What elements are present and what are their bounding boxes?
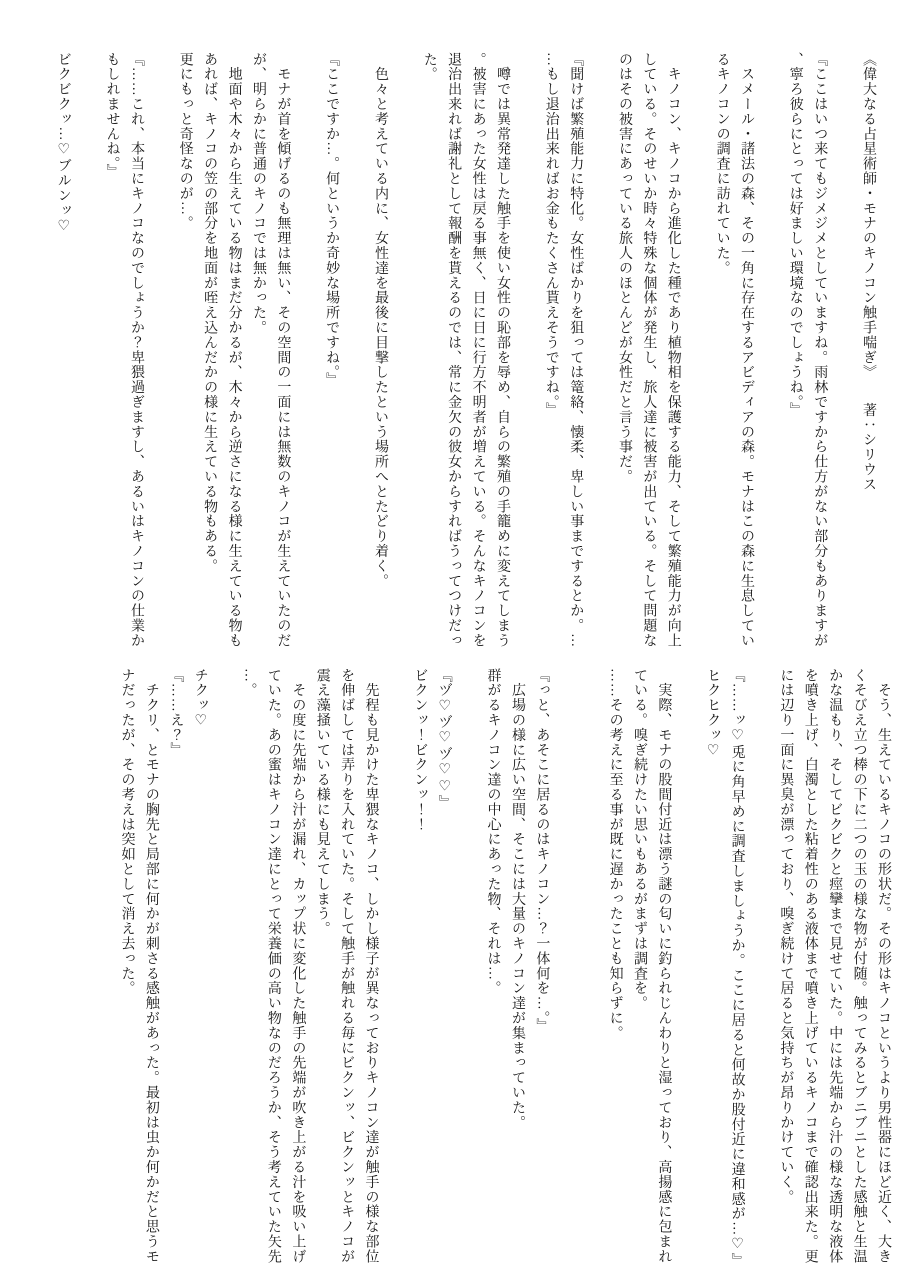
text-column: るキノコンの調査に訪れていた。: [714, 52, 730, 276]
text-column: 広場の様に広い空間、そこには大量のキノコン達が集まっていた。: [509, 668, 525, 1130]
text-column: 。被害にあった女性は戻る事無く、日に日に行方不明者が増えている。そんなキノコンを: [470, 52, 486, 648]
text-column: キノコン、キノコから進化した種であり植物相を保護する能力、そして繁殖能力が向上: [665, 52, 681, 648]
text-column: 噂では異常発達した触手を使い女性の恥部を辱め、自らの繁殖の手籠めに変えてしまう: [494, 52, 510, 648]
paragraph: [602, 668, 626, 1268]
paragraph: [114, 668, 163, 1268]
text-column: が、明らかに普通のキノコでは無かった。: [250, 52, 266, 336]
paragraph: [480, 668, 504, 1268]
text-column: 更にもっと奇怪なのが…。: [177, 52, 193, 231]
paragraph: [709, 52, 758, 652]
text-column: スメール・諸法の森、その一角に存在するアビディアの森。モナはこの森に生息してい: [739, 52, 754, 648]
paragraph: [319, 52, 343, 652]
paragraph: [529, 668, 553, 1268]
text-column: そう、生えているキノコの形状だ。その形はキノコというより男性器にほど近く、大き: [876, 668, 891, 1264]
paragraph: [246, 52, 295, 652]
text-column: 『っと、あそこに居るのはキノコン…？一体何を…。』: [534, 668, 550, 1034]
text-column: 『ここはいつ来てもジメジメとしていますね。雨林ですから仕方がない部分もありますが: [812, 52, 828, 648]
text-column: …。: [241, 668, 257, 698]
story-section-top: [50, 52, 880, 652]
text-column: ナだったが、その考えは突如として消え去った。: [119, 668, 135, 996]
paragraph: [407, 668, 431, 1268]
text-column: 『……これ、本当にキノコなのでしょうか？卑猥過ぎますし、あるいはキノコンの仕業か: [128, 52, 144, 648]
text-column: のはその被害にあっている旅人のほとんどが女性だと言う事だ。: [616, 52, 632, 485]
text-column: 『聞けば繁殖能力に特化。女性ばかりを狙っては篭絡、懐柔、卑しい事までするとか。…: [568, 52, 584, 648]
paragraph: [368, 52, 392, 652]
text-column: 震え藻掻いている様にも見えてしまう。: [314, 668, 330, 937]
text-column: を伸ばしては弄りを入れていた。そして触手が触れる毎にビクンッ、ビクンッとキノコが: [339, 668, 355, 1264]
text-column: 『……え？』: [168, 668, 184, 758]
text-column: …もし退治出来ればお金もたくさん貰えそうですね。』: [543, 52, 559, 418]
paragraph: [416, 52, 514, 652]
text-column: モナが首を傾げるのも無理は無い、その空間の一面には無数のキノコが生えていたのだ: [275, 52, 291, 648]
text-column: を噴き上げ、白濁とした粘着性のある液体まで噴き上げているキノコまで確認出来た。更: [802, 668, 818, 1264]
text-column: その度に先端から汁が漏れ、カップ状に変化した触手の先端が吹き上がる汁を吸い上げ: [290, 668, 306, 1264]
paragraph: [538, 52, 587, 652]
text-column: ビクビクッ…♡ブルンッ♡: [55, 52, 71, 235]
paragraph: [172, 52, 245, 652]
text-column: 、寧ろ彼らにとっては好ましい環境なのでしょうね。』: [787, 52, 803, 418]
text-column: 先程も見かけた卑猥なキノコ、しかし様子が異なっておりキノコン達が触手の様な部位: [363, 668, 379, 1264]
story-section-bottom: [114, 668, 895, 1268]
title-line: 《偉大なる占星術師・モナのキノコン触手喘ぎ》 著：シリウス: [861, 52, 876, 492]
text-column: もしれませんね。』: [104, 52, 120, 180]
text-column: ていた。あの蜜はキノコン達にとって栄養価の高い物なのだろうか、そう考えていた矢先: [265, 668, 281, 1264]
text-column: 色々と考えている内に、女性達を最後に目撃したという場所へとたどり着く。: [372, 52, 388, 589]
paragraph: [505, 668, 529, 1268]
text-column: 退治出来れば謝礼として報酬を貰えるのでは、常に金欠の彼女からすればうってつけだっ: [446, 52, 462, 648]
paragraph: [431, 668, 455, 1268]
text-column: くそびえ立つ棒の下に二つの玉の様な物が付随。触ってみるとブニブニとした感触と生温: [851, 668, 867, 1264]
text-column: している。そのせいか時々特殊な個体が発生し、旅人達に被害が出ている。そして問題な: [641, 52, 657, 648]
text-column: ビクンッ！ビクンッ！！: [412, 668, 428, 832]
text-column: ている。嗅ぎ続けたい思いもあるがまずは調査を。: [631, 668, 647, 1011]
text-column: 『ここですか…。何というか奇妙な場所ですね。』: [324, 52, 340, 388]
paragraph: [309, 668, 382, 1268]
text-column: ……その考えに至る事が既に遅かったことも知らずに。: [607, 668, 623, 1041]
text-column: には辺り一面に異臭が漂っており、嗅ぎ続けて居ると気持ちが昂りかけていく。: [778, 668, 794, 1205]
paragraph: [627, 668, 676, 1268]
text-column: た。: [421, 52, 437, 82]
text-column: チクリ、とモナの胸先と局部に何かが刺さる感触があった。最初は虫か何かだと思うモ: [143, 668, 159, 1264]
paragraph: [50, 52, 74, 652]
text-column: 地面や木々から生えている物はまだ分かるが、木々から逆さになる様に生えている物も: [226, 52, 242, 648]
text-column: かな温もり、そしてビクビクと痙攣まで見せていた。中には先端から汁の様な透明な液体: [827, 668, 843, 1264]
text-column: ヒクヒクッ♡: [705, 668, 721, 760]
paragraph: [99, 52, 148, 652]
paragraph: [782, 52, 831, 652]
paragraph: [773, 668, 895, 1268]
text-column: チクッ♡: [192, 668, 208, 730]
paragraph: [163, 668, 187, 1268]
text-column: あれば、キノコの笠の部分を地面が咥え込んだかの様に生えている物もある。: [202, 52, 218, 574]
paragraph: [856, 52, 880, 652]
paragraph: [236, 668, 309, 1268]
text-column: 『……ッ♡兎に角早めに調査しましょうか。ここに居ると何故か股付近に違和感が…♡』: [729, 668, 745, 1268]
text-column: 群がるキノコン達の中心にあった物、それは…。: [485, 668, 501, 996]
paragraph: [187, 668, 211, 1268]
paragraph: [612, 52, 685, 652]
paragraph: [724, 668, 748, 1268]
paragraph: [700, 668, 724, 1268]
text-column: 『ヅ♡ヅ♡ヅ♡♡』: [436, 668, 452, 811]
text-column: 実際、モナの股間付近は漂う謎の匂いに釣られじんわりと湿っており、高揚感に包まれ: [656, 668, 672, 1264]
